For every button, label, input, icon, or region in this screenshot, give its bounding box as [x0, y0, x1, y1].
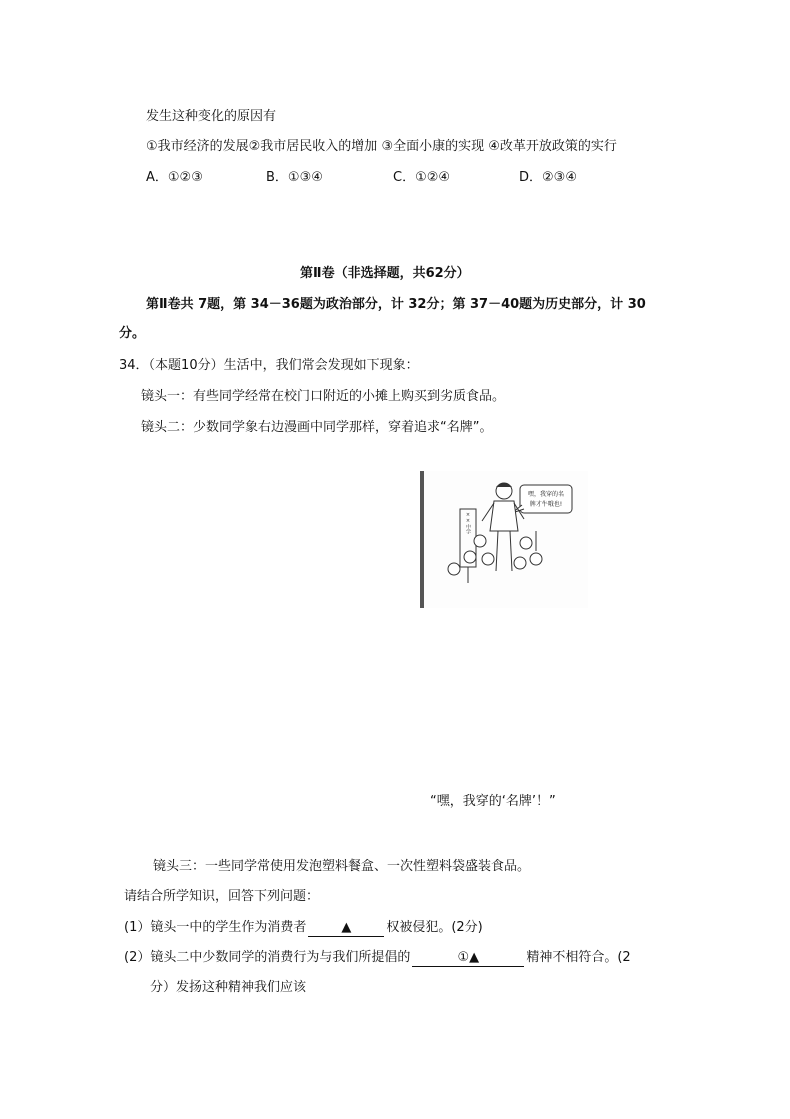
cartoon-caption: “嘿，我穿的‘名牌’！”	[430, 794, 556, 809]
sub2-suffix: 精神不相符合。(2	[526, 950, 631, 965]
option-a: A．①②③	[146, 170, 203, 185]
intro-line: 发生这种变化的原因有	[146, 109, 277, 124]
sub1-answer-blank[interactable]: ▲	[308, 920, 384, 937]
cartoon-image	[420, 471, 588, 608]
option-b: B．①③④	[266, 170, 323, 185]
sub2-prefix: (2）镜头二中少数同学的消费行为与我们所提倡的	[124, 950, 411, 965]
instruction-line: 请结合所学知识，回答下列问题：	[124, 889, 320, 904]
option-c: C．①②④	[393, 170, 451, 185]
sub-question-2	[124, 946, 631, 967]
sign-text: ××中学	[465, 512, 471, 534]
shot-three: 镜头三：一些同学常使用发泡塑料餐盒、一次性塑料袋盛装食品。	[153, 859, 531, 874]
reasons-line: ①我市经济的发展②我市居民收入的增加 ③全面小康的实现 ④改革开放政策的实行	[146, 139, 617, 154]
question-34-stem: 34．（本题10分）生活中，我们常会发现如下现象：	[119, 358, 419, 373]
cartoon-drawing	[424, 471, 588, 608]
sub1-suffix: 权被侵犯。(2分)	[386, 920, 483, 935]
option-d: D．②③④	[519, 170, 577, 185]
section-title: 第Ⅱ卷（非选择题，共62分）	[300, 266, 470, 281]
speech-line-2: 牌才牛哦也!	[529, 501, 563, 508]
sub-question-2-continuation: 分）发扬这种精神我们应该	[150, 980, 307, 995]
section-desc-line1: 第Ⅱ卷共 7题，第 34－36题为政治部分，计 32分；第 37－40题为历史部分，计 30	[146, 297, 646, 312]
sub-question-1	[124, 916, 483, 937]
shot-one: 镜头一：有些同学经常在校门口附近的小摊上购买到劣质食品。	[141, 389, 506, 404]
sub2-answer-blank[interactable]: ①▲	[412, 950, 524, 967]
section-desc-line2: 分。	[119, 326, 146, 341]
sub1-prefix: (1）镜头一中的学生作为消费者	[124, 920, 307, 935]
shot-two: 镜头二：少数同学象右边漫画中同学那样，穿着追求“名牌”。	[141, 420, 493, 435]
speech-line-1: 嘿，我穿的名	[527, 491, 565, 498]
